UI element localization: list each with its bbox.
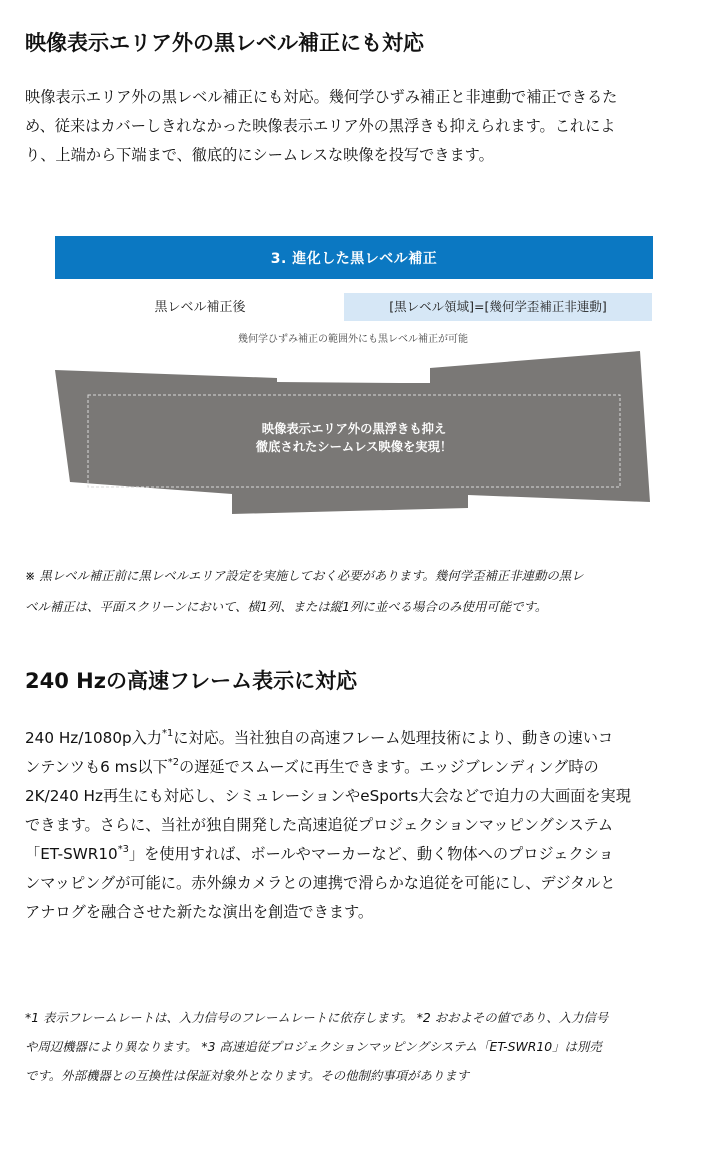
footnote-line: です。外部機器との互換性は保証対象外となります。その他制約事項があります <box>25 1068 470 1083</box>
section-heading-240hz: 240 Hzの高速フレーム表示に対応 <box>25 669 358 693</box>
text-span: ンテンツも6 ms以下 <box>25 758 168 776</box>
footnote-line: や周辺機器により異なります。 *3 高速追従プロジェクションマッピングシステム「ET-SWR10」は別売 <box>25 1039 602 1054</box>
footnote-line: *1 表示フレームレートは、入力信号のフレームレートに依存します。 *2 おおよその値であり、入力信号 <box>25 1010 609 1025</box>
text-span: 240 Hz/1080p入力 <box>25 729 162 747</box>
paragraph-line: め、従来はカバーしきれなかった映像表示エリア外の黒浮きも抑えられます。これによ <box>25 117 616 135</box>
high-speed-footnotes <box>25 1003 608 1090</box>
label-after-correction: 黒レベル補正後 <box>154 300 246 315</box>
diagram-caption: 幾何学ひずみ補正の範囲外にも黒レベル補正が可能 <box>238 334 468 345</box>
paragraph-line: 映像表示エリア外の黒レベル補正にも対応。幾何学ひずみ補正と非連動で補正できるた <box>25 88 618 106</box>
paragraph-line: できます。さらに、当社が独自開発した高速追従プロジェクションマッピングシステム <box>25 816 614 834</box>
black-level-footnote <box>25 560 584 622</box>
footnote-ref: *1 <box>162 727 174 739</box>
paragraph-line <box>25 753 631 782</box>
text-span: 「ET-SWR10 <box>25 845 118 863</box>
black-level-description <box>25 83 617 170</box>
screen-message-line: 徹底されたシームレス映像を実現！ <box>255 440 453 454</box>
label-black-level-region: [黒レベル領域]=[幾何学歪補正非連動] <box>344 293 652 321</box>
screen-message <box>88 420 620 456</box>
screen-message-line: 映像表示エリア外の黒浮きも抑え <box>261 422 447 436</box>
text-span: の遅延でスムーズに再生できます。エッジブレンディング時の <box>179 758 599 776</box>
paragraph-line: ンマッピングが可能に。赤外線カメラとの連携で滑らかな追従を可能にし、デジタルと <box>25 874 616 892</box>
footnote-line: ※ 黒レベル補正前に黒レベルエリア設定を実施しておく必要があります。幾何学歪補正非連動の黒レ <box>25 568 584 583</box>
section-heading-black-level: 映像表示エリア外の黒レベル補正にも対応 <box>25 31 424 55</box>
paragraph-line: り、上端から下端まで、徹底的にシームレスな映像を投写できます。 <box>25 146 494 164</box>
paragraph-line <box>25 724 631 753</box>
footnote-line: ベル補正は、平面スクリーンにおいて、横1列、または縦1列に並べる場合のみ使用可能です。 <box>25 599 548 614</box>
footnote-ref: *3 <box>117 843 129 855</box>
high-speed-description <box>25 724 631 927</box>
paragraph-line: アナログを融合させた新たな演出を創造できます。 <box>25 903 374 921</box>
text-span: 」を使用すれば、ボールやマーカーなど、動く物体へのプロジェクショ <box>128 845 614 863</box>
paragraph-line <box>25 840 631 869</box>
footnote-ref: *2 <box>167 756 179 768</box>
paragraph-line: 2K/240 Hz再生にも対応し、シミュレーションやeSports大会などで迫力の大画面を実現 <box>25 787 631 805</box>
diagram-banner: 3. 進化した黒レベル補正 <box>55 236 653 279</box>
text-span: に対応。当社独自の高速フレーム処理技術により、動きの速いコ <box>173 729 614 747</box>
